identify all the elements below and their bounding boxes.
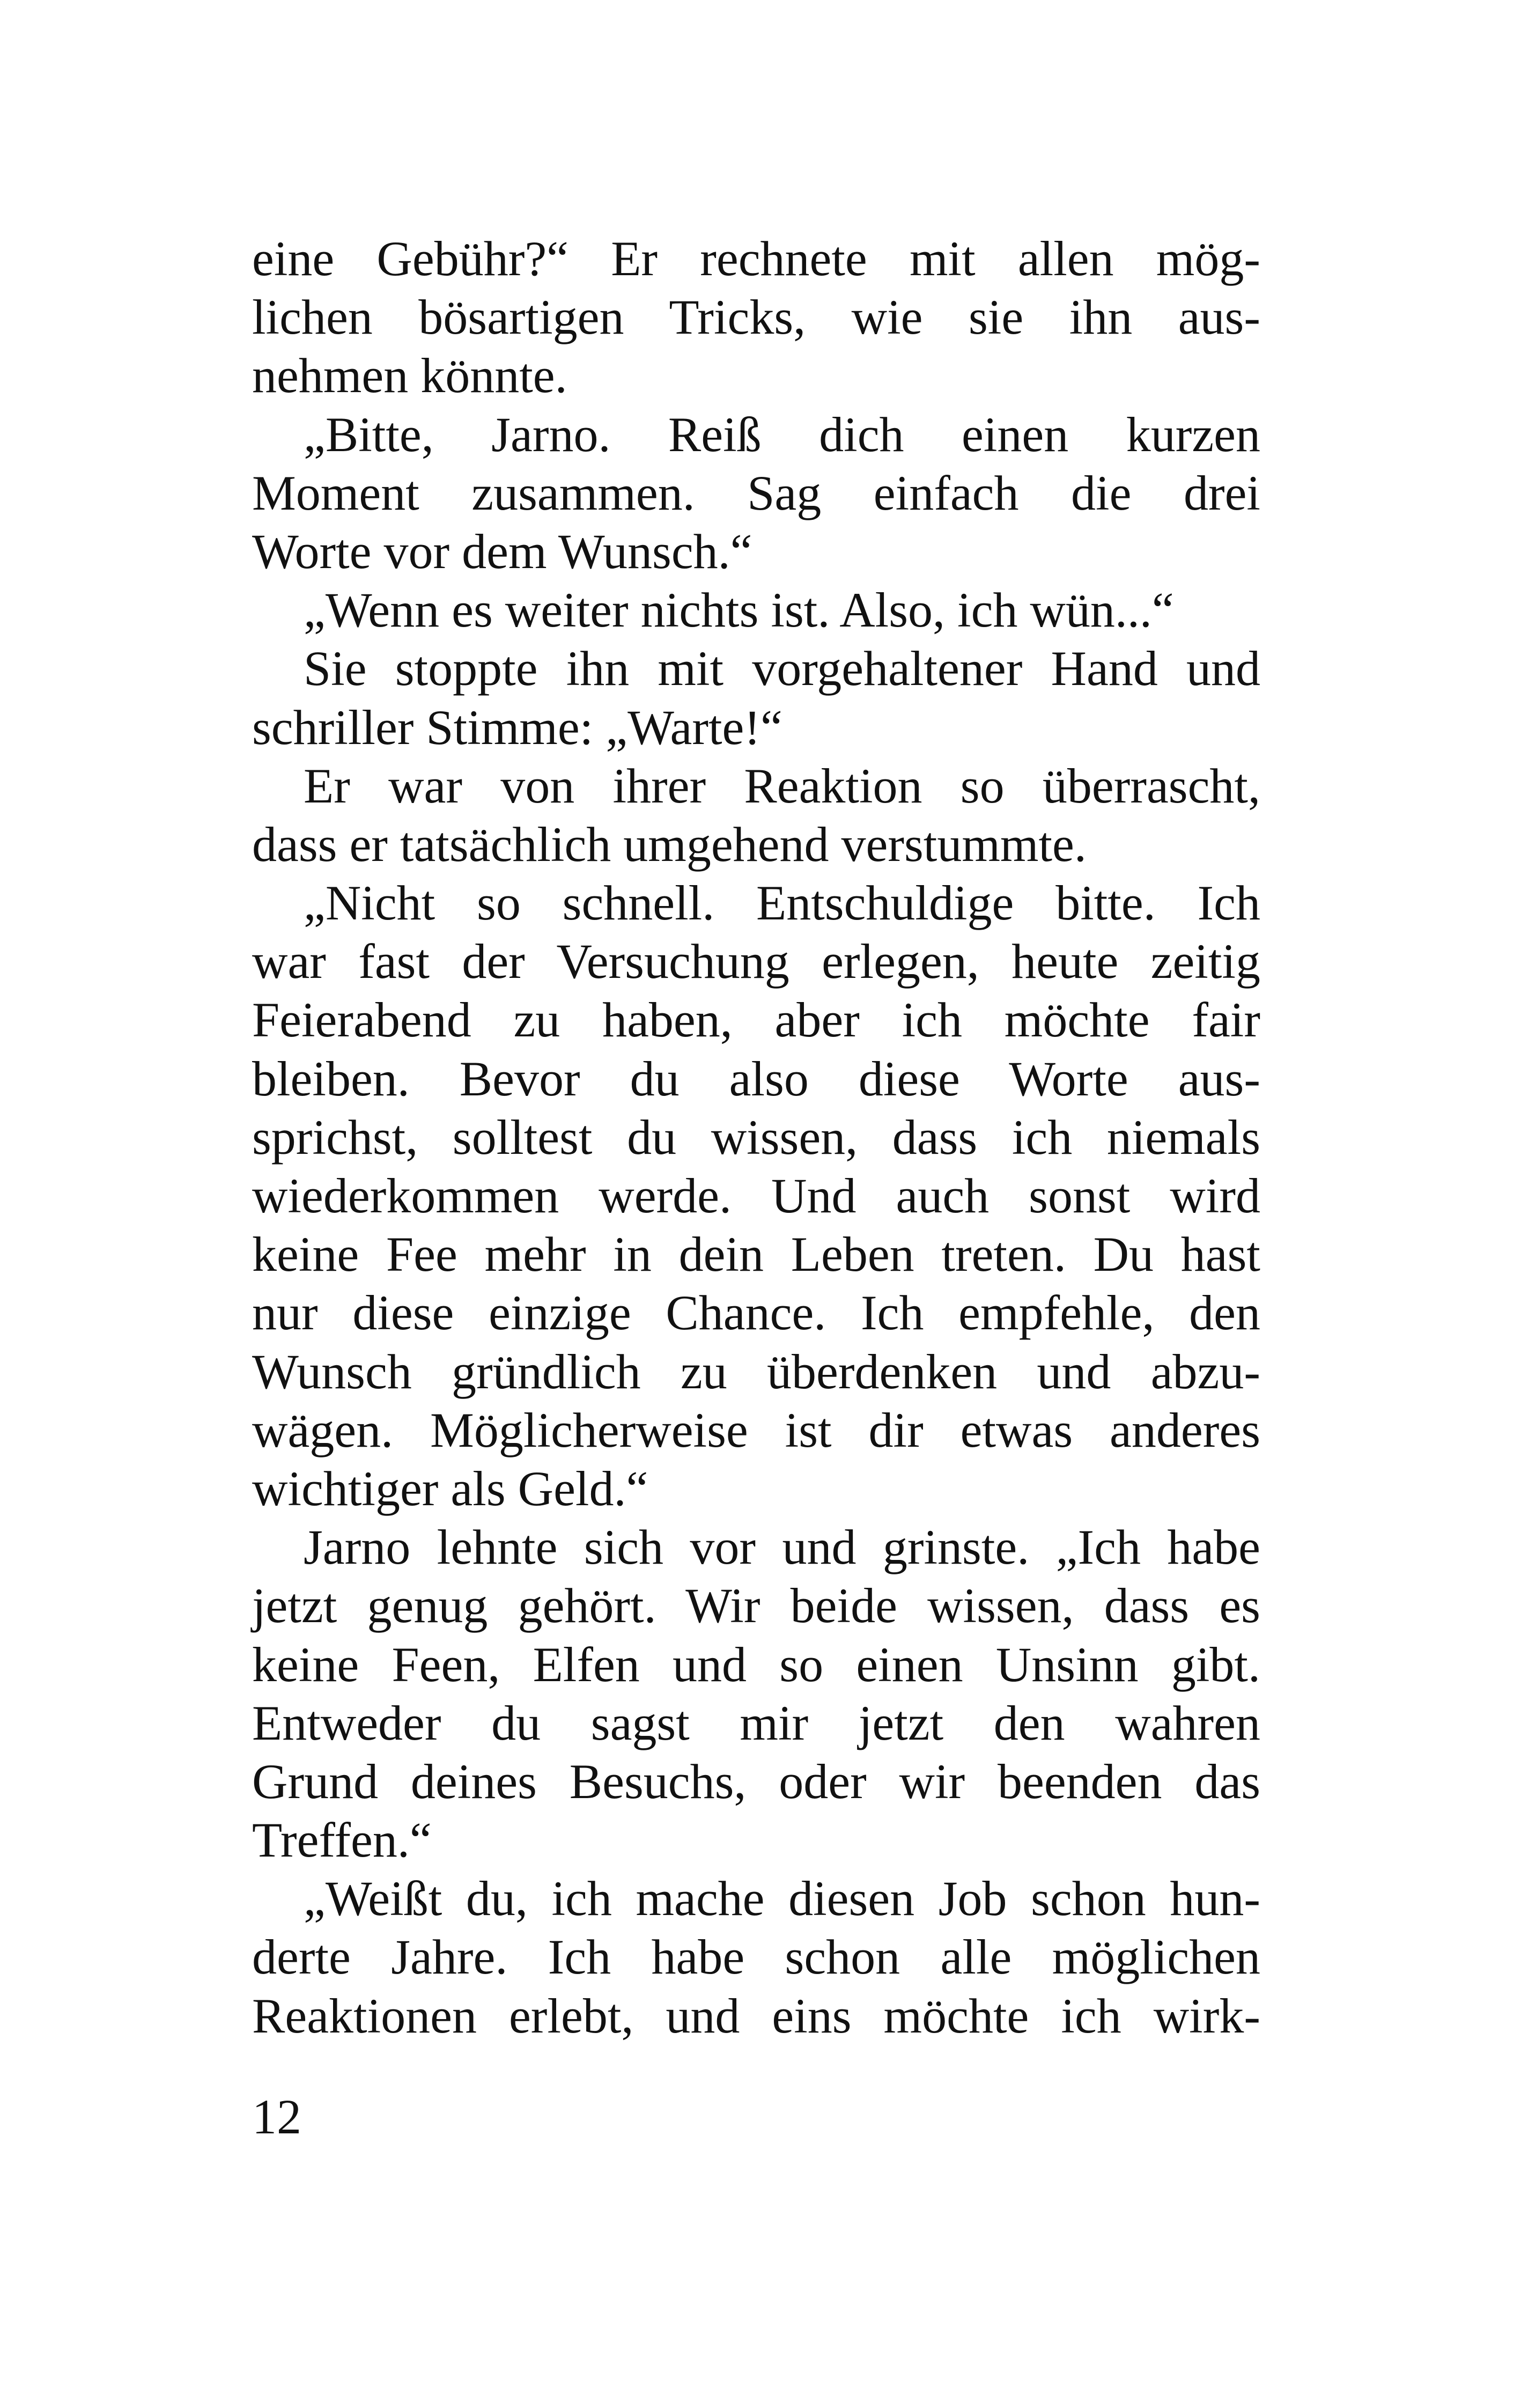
text-line: keine Fee mehr in dein Leben treten. Du hast [252,1227,1260,1282]
text-line: Sie stoppte ihn mit vorgehaltener Hand und [304,641,1260,696]
text-line: wichtiger als Geld.“ [252,1461,648,1516]
text-line: keine Feen, Elfen und so einen Unsinn gibt. [252,1637,1260,1692]
text-line: „Weißt du, ich mache diesen Job schon hun- [304,1871,1260,1926]
text-line: Treffen.“ [252,1813,432,1868]
text-line: derte Jahre. Ich habe schon alle möglichen [252,1930,1260,1985]
text-line: Jarno lehnte sich vor und grinste. „Ich habe [304,1520,1260,1575]
text-line: Feierabend zu haben, aber ich möchte fair [252,992,1260,1048]
text-line: nur diese einzige Chance. Ich empfehle, den [252,1285,1260,1341]
text-line: bleiben. Bevor du also diese Worte aus- [252,1051,1260,1106]
text-line: sprichst, solltest du wissen, dass ich niemals [252,1109,1260,1165]
text-line: Moment zusammen. Sag einfach die drei [252,465,1260,520]
body-text [252,230,1260,2045]
text-line: eine Gebühr?“ Er rechnete mit allen mög- [252,231,1260,286]
text-line: dass er tatsächlich umgehend verstummte. [252,816,1087,872]
text-line: Er war von ihrer Reaktion so überrascht, [304,758,1260,813]
text-line: Grund deines Besuchs, oder wir beenden das [252,1754,1260,1809]
page-number: 12 [252,2089,301,2144]
text-line: Entweder du sagst mir jetzt den wahren [252,1695,1260,1750]
text-line: Worte vor dem Wunsch.“ [252,524,752,579]
text-line: „Nicht so schnell. Entschuldige bitte. Ich [304,875,1260,931]
text-line: „Bitte, Jarno. Reiß dich einen kurzen [304,407,1260,462]
text-line: schriller Stimme: „Warte!“ [252,699,782,755]
text-line: war fast der Versuchung erlegen, heute zeitig [252,934,1260,989]
text-line: lichen bösartigen Tricks, wie sie ihn aus- [252,290,1260,345]
text-line: „Wenn es weiter nichts ist. Also, ich wün...“ [304,583,1174,638]
text-line: Reaktionen erlebt, und eins möchte ich wirk- [252,1988,1260,2043]
text-line: Wunsch gründlich zu überdenken und abzu- [252,1344,1260,1399]
text-line: wägen. Möglicherweise ist dir etwas anderes [252,1402,1260,1457]
text-line: wiederkommen werde. Und auch sonst wird [252,1168,1260,1223]
text-line: nehmen könnte. [252,348,567,403]
text-line: jetzt genug gehört. Wir beide wissen, dass es [252,1578,1260,1633]
